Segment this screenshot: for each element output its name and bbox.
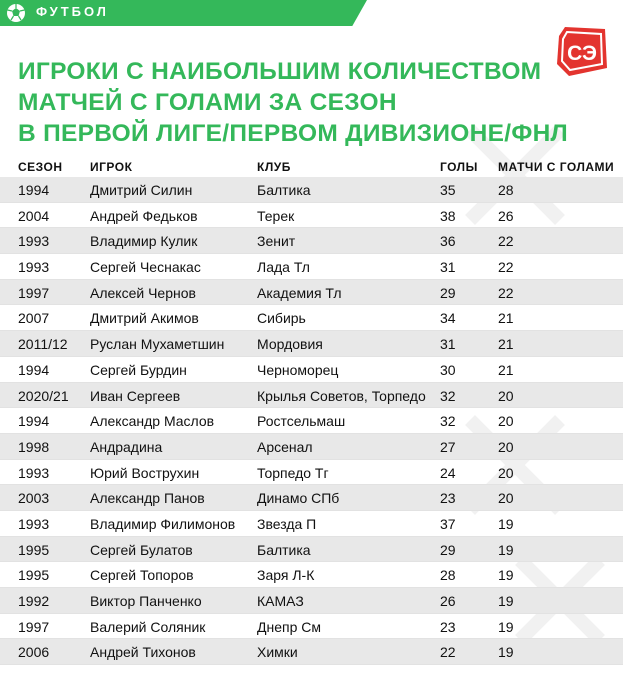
- cell-season: 2003: [18, 490, 50, 507]
- cell-club: Балтика: [257, 182, 311, 198]
- cell-season: 2011/12: [18, 336, 68, 353]
- cell-club: Химки: [257, 644, 298, 661]
- cell-player: Александр Панов: [90, 490, 205, 507]
- cell-season: 1995: [18, 567, 50, 584]
- cell-player: Виктор Панченко: [90, 593, 202, 609]
- cell-goals: 34: [440, 310, 456, 327]
- cell-matches: 22: [498, 259, 514, 276]
- cell-matches: 21: [498, 336, 514, 353]
- cell-club: Черноморец: [257, 361, 339, 378]
- cell-player: Дмитрий Акимов: [90, 310, 199, 327]
- cell-club: Звезда П: [257, 515, 317, 532]
- cell-goals: 30: [440, 361, 456, 378]
- table-row: [0, 254, 623, 280]
- table-row: [0, 383, 623, 409]
- cell-matches: 21: [498, 310, 514, 327]
- cell-goals: 36: [440, 233, 456, 250]
- cell-matches: 20: [498, 387, 514, 404]
- cell-matches: 21: [498, 361, 514, 378]
- column-header-matches-with-goals: МАТЧИ С ГОЛАМИ: [498, 160, 615, 174]
- cell-season: 1993: [18, 464, 50, 481]
- cell-season: 1995: [18, 541, 50, 558]
- cell-goals: 37: [440, 515, 456, 532]
- title-line: В ПЕРВОЙ ЛИГЕ/ПЕРВОМ ДИВИЗИОНЕ/ФНЛ: [18, 120, 569, 147]
- cell-matches: 19: [498, 515, 514, 532]
- table-row: [0, 228, 623, 254]
- cell-club: Крылья Советов, Торпедо: [257, 387, 426, 404]
- table-row: [0, 177, 623, 203]
- cell-season: 2006: [18, 644, 50, 661]
- cell-club: Терек: [257, 207, 295, 224]
- cell-season: 1993: [18, 233, 50, 250]
- table-row: [0, 305, 623, 331]
- section-label[interactable]: ФУТБОЛ: [36, 4, 109, 19]
- cell-goals: 28: [440, 567, 456, 584]
- cell-player: Валерий Соляник: [90, 618, 206, 635]
- cell-club: Днепр См: [257, 618, 321, 635]
- table-row: [0, 485, 623, 511]
- cell-matches: 26: [498, 207, 514, 224]
- cell-club: Академия Тл: [257, 284, 342, 301]
- cell-matches: 20: [498, 438, 514, 455]
- cell-season: 2007: [18, 310, 50, 327]
- se-logo: [555, 24, 609, 78]
- cell-matches: 19: [498, 541, 514, 558]
- football-icon: [6, 3, 26, 23]
- cell-season: 1994: [18, 182, 50, 198]
- logo-text: СЭ: [567, 42, 597, 65]
- cell-player: Владимир Кулик: [90, 233, 198, 250]
- cell-player: Андрадина: [90, 438, 163, 455]
- page-title: [18, 56, 569, 149]
- cell-goals: 22: [440, 644, 456, 661]
- cell-player: Сергей Чеснакас: [90, 259, 201, 276]
- cell-goals: 35: [440, 182, 456, 198]
- cell-matches: 20: [498, 490, 514, 507]
- cell-player: Алексей Чернов: [90, 284, 196, 301]
- cell-season: 1993: [18, 259, 50, 276]
- table-row: [0, 639, 623, 665]
- table-row: [0, 434, 623, 460]
- cell-season: 2020/21: [18, 387, 69, 404]
- cell-matches: 19: [498, 644, 514, 661]
- cell-goals: 38: [440, 207, 456, 224]
- cell-club: Балтика: [257, 541, 311, 558]
- cell-season: 1994: [18, 413, 50, 430]
- cell-club: Лада Тл: [257, 259, 310, 276]
- cell-goals: 29: [440, 284, 456, 301]
- cell-goals: 32: [440, 413, 456, 430]
- cell-matches: 20: [498, 464, 514, 481]
- table-row: [0, 331, 623, 357]
- cell-goals: 23: [440, 618, 456, 635]
- cell-player: Иван Сергеев: [90, 387, 181, 404]
- cell-player: Юрий Вострухин: [90, 464, 200, 481]
- table-row: [0, 537, 623, 563]
- cell-matches: 19: [498, 618, 514, 635]
- cell-goals: 23: [440, 490, 456, 507]
- table-row: [0, 614, 623, 640]
- cell-player: Владимир Филимонов: [90, 515, 236, 532]
- column-header-season: СЕЗОН: [18, 160, 63, 174]
- cell-player: Андрей Федьков: [90, 207, 198, 224]
- cell-goals: 29: [440, 541, 456, 558]
- cell-goals: 26: [440, 593, 456, 609]
- table-row: [0, 511, 623, 537]
- cell-season: 1994: [18, 361, 50, 378]
- table-row: [0, 408, 623, 434]
- cell-club: Мордовия: [257, 336, 323, 353]
- cell-matches: 20: [498, 413, 514, 430]
- cell-player: Дмитрий Силин: [90, 182, 193, 198]
- cell-goals: 27: [440, 438, 456, 455]
- top-bar: [0, 0, 623, 26]
- table-row: [0, 203, 623, 229]
- cell-season: 1992: [18, 593, 50, 609]
- table-row: [0, 588, 623, 614]
- cell-club: Арсенал: [257, 438, 313, 455]
- cell-club: Заря Л-К: [257, 567, 315, 584]
- cell-club: Сибирь: [257, 310, 306, 327]
- table-row: [0, 460, 623, 486]
- cell-player: Сергей Топоров: [90, 567, 194, 584]
- cell-player: Сергей Бурдин: [90, 361, 187, 378]
- cell-goals: 24: [440, 464, 456, 481]
- column-header-goals: ГОЛЫ: [440, 160, 478, 174]
- table-row: [0, 562, 623, 588]
- column-header-club: КЛУБ: [257, 160, 291, 174]
- cell-club: Торпедо Тг: [257, 464, 329, 481]
- cell-club: Ростсельмаш: [257, 413, 346, 430]
- table-row: [0, 280, 623, 306]
- cell-player: Сергей Булатов: [90, 541, 193, 558]
- cell-season: 2004: [18, 207, 50, 224]
- cell-matches: 22: [498, 284, 514, 301]
- cell-matches: 28: [498, 182, 514, 198]
- title-line: ИГРОКИ С НАИБОЛЬШИМ КОЛИЧЕСТВОМ: [18, 58, 542, 85]
- cell-season: 1997: [18, 284, 50, 301]
- cell-matches: 19: [498, 593, 514, 609]
- cell-season: 1998: [18, 438, 50, 455]
- cell-player: Руслан Мухаметшин: [90, 336, 225, 353]
- table-body: [0, 177, 623, 665]
- cell-matches: 19: [498, 567, 514, 584]
- cell-goals: 32: [440, 387, 456, 404]
- cell-goals: 31: [440, 259, 456, 276]
- cell-matches: 22: [498, 233, 514, 250]
- cell-season: 1997: [18, 618, 50, 635]
- table-header: [0, 156, 623, 176]
- cell-club: КАМАЗ: [257, 593, 304, 609]
- cell-goals: 31: [440, 336, 456, 353]
- table-row: [0, 357, 623, 383]
- column-header-player: ИГРОК: [90, 160, 133, 174]
- cell-player: Андрей Тихонов: [90, 644, 196, 661]
- cell-club: Динамо СПб: [257, 490, 340, 507]
- title-line: МАТЧЕЙ С ГОЛАМИ ЗА СЕЗОН: [18, 89, 397, 116]
- cell-season: 1993: [18, 515, 50, 532]
- cell-player: Александр Маслов: [90, 413, 215, 430]
- cell-club: Зенит: [257, 233, 296, 250]
